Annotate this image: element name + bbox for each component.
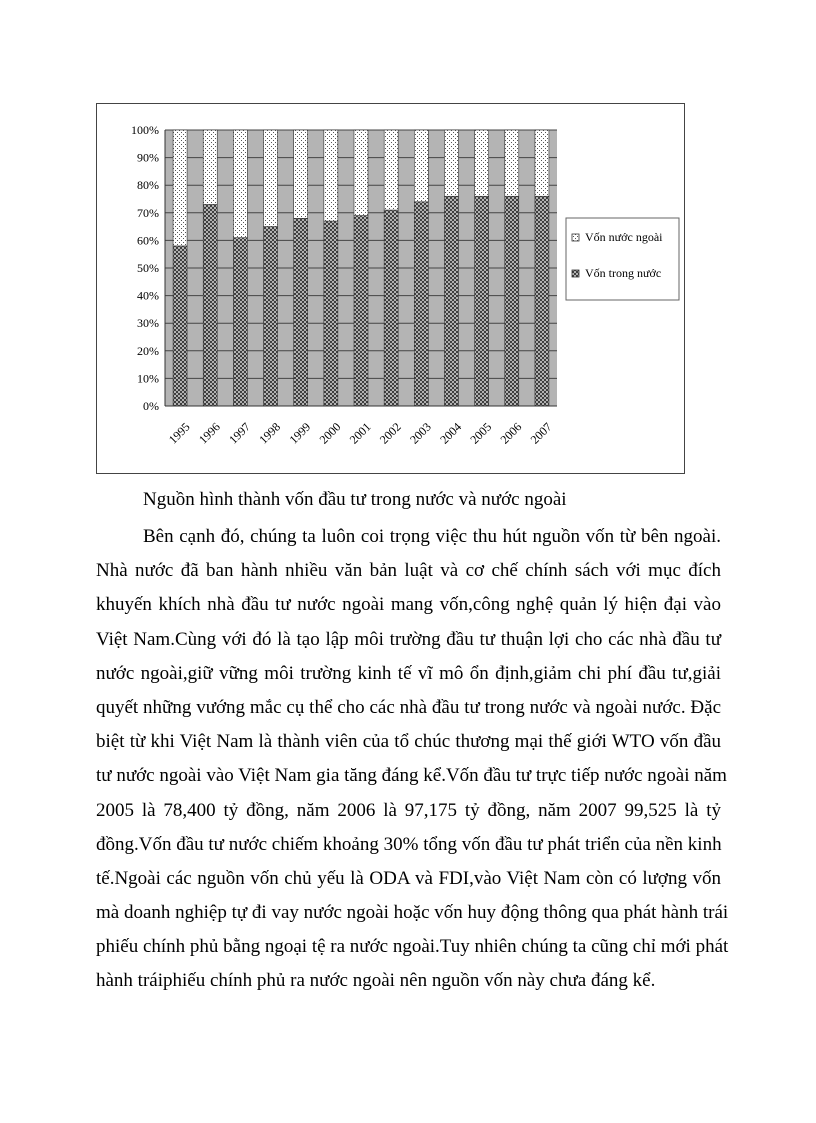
y-tick-label: 60% [137, 233, 159, 248]
paragraph-line: Việt Nam.Cùng với đó là tạo lập môi trường đầu tư thuận lợi cho các nhà đầu tư [96, 628, 721, 650]
y-tick-label: 0% [143, 399, 159, 413]
paragraph-line: quyết những vướng mắc cụ thể cho các nhà đầu tư trong nước và ngoài nước. Đặc [96, 696, 721, 718]
paragraph-line: nước ngoài,giữ vững môi trường kinh tế vĩ mô ổn định,giảm chi phí đầu tư,giải [96, 662, 721, 684]
x-axis-ticks [166, 420, 555, 447]
bar-domestic [324, 221, 338, 406]
x-tick-label: 2002 [376, 419, 404, 447]
bar-domestic [203, 205, 217, 406]
bar-domestic [505, 196, 519, 406]
x-tick-label: 2007 [527, 419, 555, 447]
bar-foreign [535, 130, 549, 196]
legend-label-domestic: Vốn trong nước [585, 266, 662, 280]
paragraph-line: Nhà nước đã ban hành nhiều văn bản luật và cơ chế chính sách với mục đích [96, 560, 721, 582]
bar-domestic [354, 216, 368, 406]
bar-domestic [475, 196, 489, 406]
legend-swatch-domestic [572, 270, 579, 277]
legend-label-foreign: Vốn nước ngoài [585, 230, 663, 244]
bar-domestic [233, 238, 247, 406]
paragraph-line: phiếu chính phủ bằng ngoại tệ ra nước ngoài.Tuy nhiên chúng ta cũng chỉ mới phát [96, 936, 729, 958]
y-tick-label: 50% [137, 261, 159, 275]
bar-foreign [324, 130, 338, 221]
y-tick-label: 80% [137, 178, 159, 193]
paragraph-line: 2005 là 78,400 tỷ đồng, năm 2006 là 97,175 tỷ đồng, năm 2007 99,525 là tỷ [96, 799, 721, 821]
bar-foreign [505, 130, 519, 196]
stacked-bar-chart [96, 103, 685, 474]
bar-foreign [264, 130, 278, 227]
paragraph-line: Bên cạnh đó, chúng ta luôn coi trọng việc thu hút nguồn vốn từ bên ngoài. [143, 526, 721, 547]
y-tick-label: 70% [137, 205, 159, 220]
x-tick-label: 1996 [195, 419, 223, 447]
bar-domestic [414, 202, 428, 406]
y-axis-ticks [131, 123, 159, 413]
x-tick-label: 1997 [226, 419, 253, 447]
x-tick-label: 2000 [316, 419, 344, 447]
legend [566, 218, 679, 300]
x-tick-label: 2004 [437, 419, 465, 447]
x-tick-label: 2003 [407, 419, 434, 447]
y-tick-label: 40% [137, 288, 159, 303]
bar-domestic [264, 227, 278, 406]
bar-foreign [354, 130, 368, 216]
bar-foreign [475, 130, 489, 196]
bar-foreign [384, 130, 398, 210]
bar-domestic [535, 196, 549, 406]
bar-foreign [444, 130, 458, 196]
body-paragraph [96, 520, 729, 999]
y-tick-label: 100% [131, 123, 159, 137]
plot-area [165, 130, 557, 406]
paragraph-line: đồng.Vốn đầu tư nước chiếm khoảng 30% tổng vốn đầu tư phát triển của nền kinh [96, 833, 722, 855]
paragraph-line: hành tráiphiếu chính phủ ra nước ngoài nên nguồn vốn này chưa đáng kể. [96, 970, 656, 992]
y-tick-label: 30% [137, 316, 159, 331]
x-tick-label: 1995 [165, 419, 193, 447]
bar-foreign [203, 130, 217, 205]
bar-domestic [384, 210, 398, 406]
figure-caption: Nguồn hình thành vốn đầu tư trong nước và nước ngoài [143, 489, 567, 510]
paragraph-line: mà doanh nghiệp tự đi vay nước ngoài hoặc vốn huy động thông qua phát hành trái [96, 902, 729, 924]
x-tick-label: 2001 [346, 419, 374, 447]
bar-domestic [444, 196, 458, 406]
bar-foreign [173, 130, 187, 246]
chart-svg [97, 104, 686, 475]
y-tick-label: 20% [137, 343, 159, 358]
legend-swatch-foreign [572, 234, 579, 241]
bar-domestic [173, 246, 187, 406]
paragraph-line: khuyến khích nhà đầu tư nước ngoài mang vốn,công nghệ quản lý hiện đại vào [96, 594, 721, 616]
y-tick-label: 90% [137, 150, 159, 165]
bar-foreign [233, 130, 247, 238]
paragraph-line: tế.Ngoài các nguồn vốn chủ yếu là ODA và FDI,vào Việt Nam còn có lượng vốn [96, 867, 721, 889]
y-tick-label: 10% [137, 371, 159, 386]
x-tick-label: 1999 [286, 419, 314, 447]
paragraph-line: tư nước ngoài vào Việt Nam gia tăng đáng kể.Vốn đầu tư trực tiếp nước ngoài năm [96, 765, 727, 787]
bar-foreign [414, 130, 428, 202]
bar-domestic [294, 218, 308, 406]
x-tick-label: 2005 [467, 419, 495, 447]
x-tick-label: 2006 [497, 419, 525, 447]
bar-foreign [294, 130, 308, 218]
x-tick-label: 1998 [256, 419, 284, 447]
paragraph-line: biệt từ khi Việt Nam là thành viên của tổ chúc thương mại thế giới WTO vốn đầu [96, 731, 721, 753]
